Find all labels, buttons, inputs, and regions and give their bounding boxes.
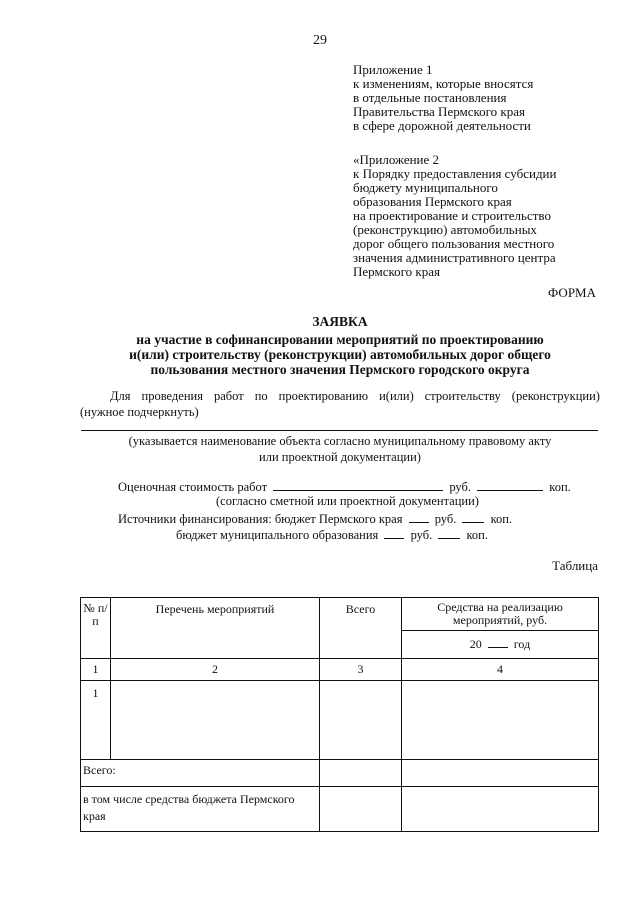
total-row-label: Всего: [81, 760, 320, 787]
cost-rub-field[interactable] [273, 478, 443, 491]
sources-region-kop-unit: коп. [490, 512, 513, 526]
appendix-2-line: «Приложение 2 [353, 152, 440, 167]
sources-region-kop-field[interactable] [462, 510, 484, 523]
document-subtitle [70, 332, 610, 377]
sources-municipal-rub-field[interactable] [384, 526, 404, 539]
intro-line-1 [80, 388, 600, 404]
sources-label: Источники финансирования: бюджет Пермского края [118, 512, 403, 526]
intro-word: строительству [424, 389, 501, 403]
including-row [81, 787, 599, 832]
year-field[interactable] [488, 637, 508, 648]
header-total: Всего [320, 598, 402, 659]
cost-label: Оценочная стоимость работ [118, 480, 268, 494]
appendix-1-line: к изменениям, которые вносятся [353, 76, 534, 91]
appendix-2-line: дорог общего пользования местного [353, 236, 555, 251]
total-row-total-cell[interactable] [320, 760, 402, 787]
table-header-row [81, 598, 599, 631]
year-prefix: 20 [469, 637, 482, 651]
column-number: 2 [111, 659, 320, 681]
cost-rub-unit: руб. [449, 480, 471, 494]
table-caption: Таблица [552, 558, 598, 573]
document-title: ЗАЯВКА [312, 314, 368, 329]
sources-region-rub-field[interactable] [409, 510, 429, 523]
header-num: № п/п [81, 598, 111, 659]
appendix-1-line: в отдельные постановления [353, 90, 507, 105]
row-total-cell[interactable] [320, 681, 402, 760]
including-row-total-cell[interactable] [320, 787, 402, 832]
intro-word: и(или) [379, 389, 414, 403]
appendix-2-line: бюджету муниципального [353, 180, 498, 195]
subtitle-line: пользования местного значения Пермского городского округа [150, 362, 530, 377]
object-hint-line: или проектной документации) [259, 450, 421, 464]
appendix-1-line: Приложение 1 [353, 62, 433, 77]
appendix-2-block [353, 153, 556, 279]
form-label: ФОРМА [548, 285, 596, 300]
table-row [81, 681, 599, 760]
appendix-2-line: значения административного центра [353, 250, 556, 265]
intro-line-2: (нужное подчеркнуть) [80, 405, 199, 419]
appendix-1-line: в сфере дорожной деятельности [353, 118, 531, 133]
header-funds: Средства на реализацию мероприятий, руб. [402, 598, 599, 631]
cost-row [118, 478, 571, 495]
intro-word: Для [110, 389, 131, 403]
appendix-1-block [353, 63, 533, 133]
intro-word: проведения [141, 389, 203, 403]
sources-row [118, 510, 512, 527]
column-number: 1 [81, 659, 111, 681]
object-hint-line: (указывается наименование объекта согласно муниципальному правовому акту [128, 434, 552, 448]
sources-region-rub-unit: руб. [434, 512, 457, 526]
sources-municipal-rub-unit: руб. [410, 528, 433, 542]
page-number: 29 [313, 33, 327, 48]
header-year [402, 631, 599, 659]
sources-municipal-label: бюджет муниципального образования [176, 528, 379, 542]
subtitle-line: на участие в софинансировании мероприятий по проектированию [136, 332, 544, 347]
subtitle-line: и(или) строительству (реконструкции) автомобильных дорог общего [129, 347, 551, 362]
intro-word: (реконструкции) [511, 389, 600, 403]
column-number: 3 [320, 659, 402, 681]
appendix-2-line: на проектирование и строительство [353, 208, 551, 223]
intro-paragraph [80, 388, 600, 420]
appendix-2-line: (реконструкцию) автомобильных [353, 222, 537, 237]
column-numbers-row [81, 659, 599, 681]
appendix-1-line: Правительства Пермского края [353, 104, 525, 119]
object-name-hint [80, 433, 600, 465]
total-row [81, 760, 599, 787]
year-suffix: год [513, 637, 531, 651]
row-activity-cell[interactable] [111, 681, 320, 760]
appendix-2-line: Пермского края [353, 264, 440, 279]
object-name-field-line[interactable] [81, 430, 598, 431]
intro-word: проектированию [278, 389, 369, 403]
row-funds-cell[interactable] [402, 681, 599, 760]
activities-table [80, 597, 599, 832]
appendix-2-line: к Порядку предоставления субсидии [353, 166, 557, 181]
cost-kop-field[interactable] [477, 478, 543, 491]
sources-municipal-kop-field[interactable] [438, 526, 460, 539]
appendix-2-line: образования Пермского края [353, 194, 512, 209]
cost-note: (согласно сметной или проектной документации) [216, 494, 479, 508]
intro-word: работ [213, 389, 244, 403]
column-number: 4 [402, 659, 599, 681]
total-row-funds-cell[interactable] [402, 760, 599, 787]
sources-municipal-kop-unit: коп. [466, 528, 488, 542]
including-row-funds-cell[interactable] [402, 787, 599, 832]
row-number: 1 [81, 681, 111, 760]
intro-word: по [254, 389, 268, 403]
including-row-label: в том числе средства бюджета Пермского края [81, 787, 320, 832]
sources-municipal-row [176, 526, 488, 543]
cost-kop-unit: коп. [549, 480, 571, 494]
header-list: Перечень мероприятий [111, 598, 320, 659]
